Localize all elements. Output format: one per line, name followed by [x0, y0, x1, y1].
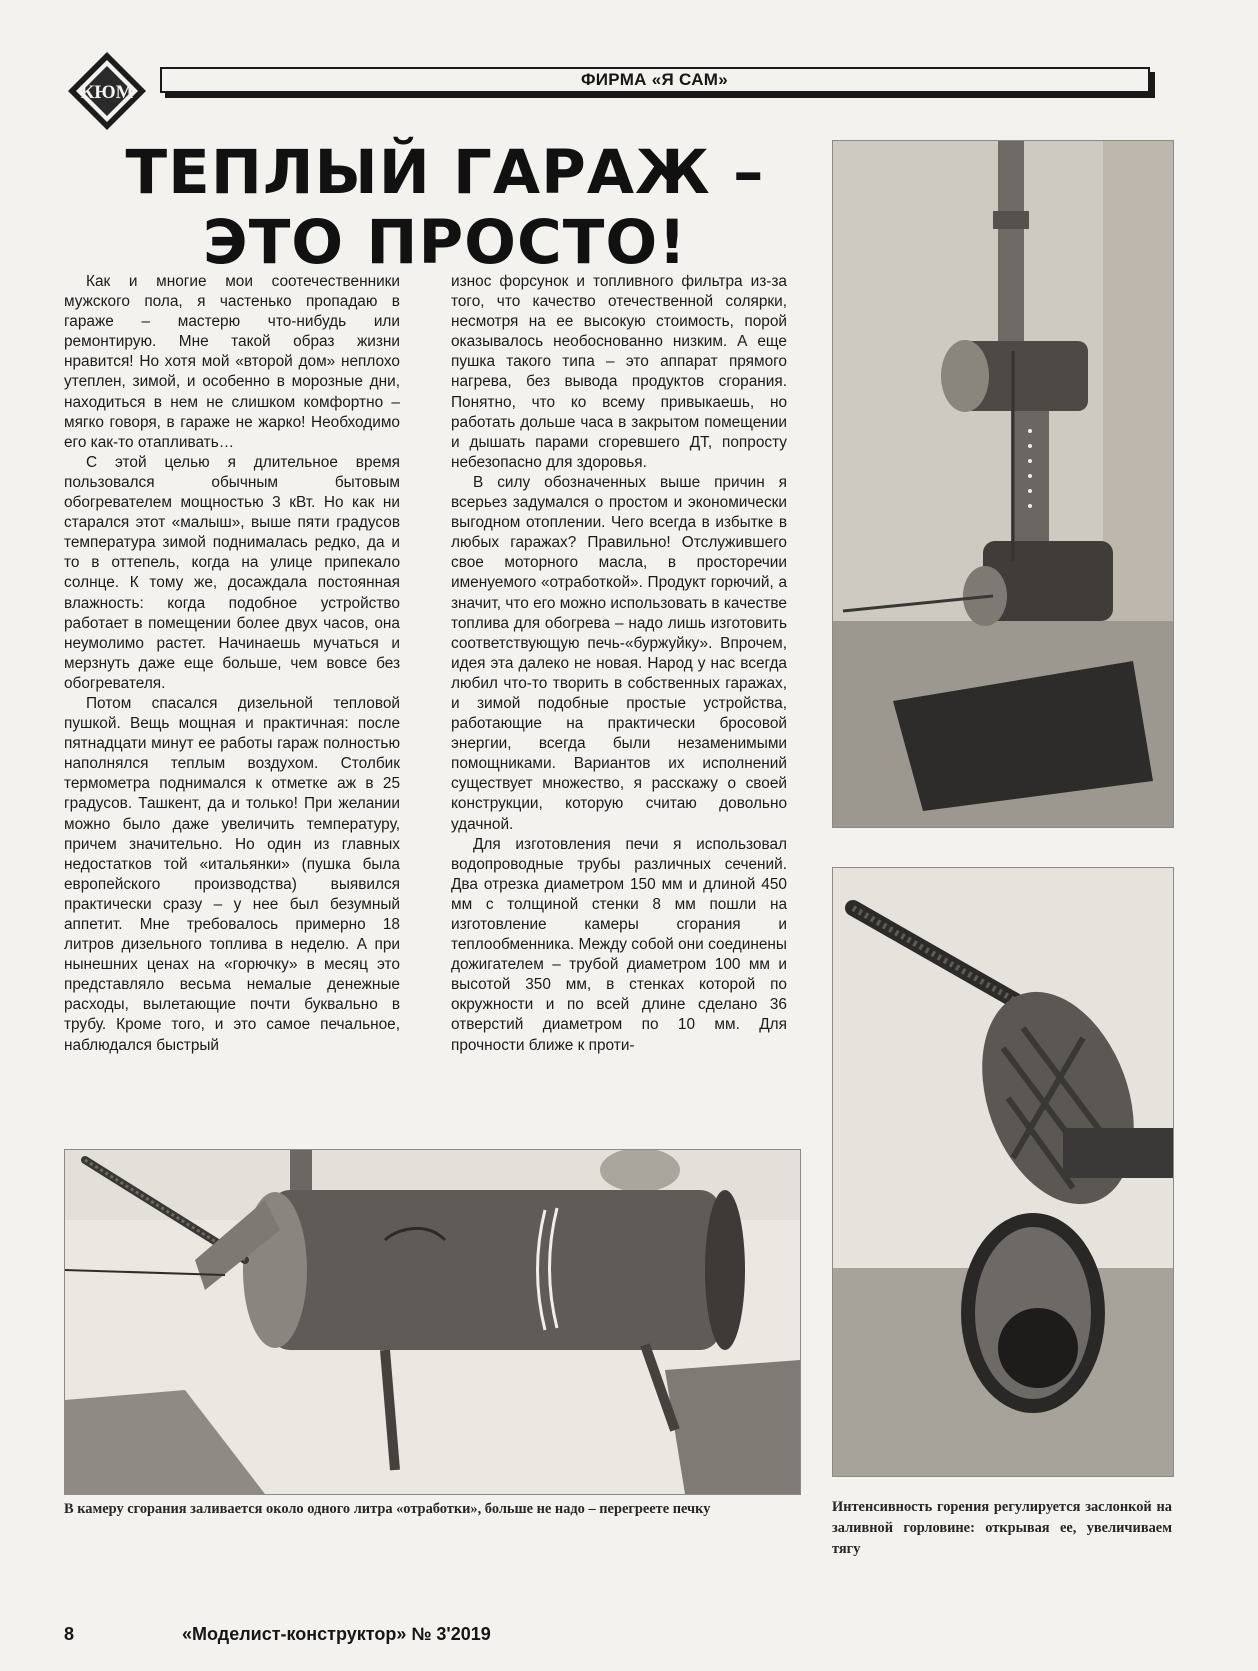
photo-stove-assembly [832, 140, 1174, 828]
magazine-logo [66, 50, 148, 132]
paragraph: В силу обозначенных выше причин я всерьез задумался о простом и экономически выгодном отоплении. Чего всегда в избытке в любых гаражах? Правильно! Отслужившего свое моторного масла, в просторечии именуемого «отработкой». Продукт горючий, а значит, что его можно использовать в качестве топлива для обогрева – надо лишь изготовить соответствующую печь-«буржуйку». Впрочем, идея эта далеко не новая. Народ у нас всегда любил что-то творить в собственных гаражах, и зимой подобные простые устройства, работающие на практически бросовой энергии, всегда были незаменимыми помощниками. Вариантов их исполнений существует множество, я расскажу о своей конструкции, которую считаю довольно удачной. [451, 473, 787, 833]
text-column-2 [451, 272, 787, 1056]
caption-right-photo: Интенсивность горения регулируется заслонкой на заливной горловине: открывая ее, увеличиваем тягу [832, 1499, 1172, 1557]
paragraph: Для изготовления печи я использовал водопроводные трубы различных сечений. Два отрезка диаметром 150 мм и длиной 450 мм с толщиной стенки 8 мм пошли на изготовление камеры сгорания и теплообменника. Между собой они соединены дожигателем – трубой диаметром 100 мм и высотой 350 мм, в стенках которой по окружности и по всей длине сделано 36 отверстий диаметром по 10 мм. Для прочности ближе к проти- [451, 835, 787, 1054]
title-line-2: ЭТО ПРОСТО! [202, 207, 688, 278]
text-column-1 [64, 272, 400, 1056]
magazine-issue: «Моделист-конструктор» № 3'2019 [182, 1624, 491, 1644]
paragraph: С этой целью я длительное время пользовался обычным бытовым обогревателем мощностью 3 кВт. Но как ни старался этот «малыш», выше пяти градусов температура зимой поднималась редко, да и то в оттепель, когда на улице припекало солнце. К тому же, досаждала постоянная влажность: когда подобное устройство работает в помещении более двух часов, она неумолимо растет. Начинаешь мучаться и мерзнуть даже еще больше, чем вовсе без обогревателя. [64, 453, 400, 692]
article-title [100, 138, 790, 278]
paragraph: Потом спасался дизельной тепловой пушкой. Вещь мощная и практичная: после пятнадцати минут ее работы гараж полностью наполнялся теплым воздухом. Столбик термометра поднимался к отметке аж в 25 градусов. Ташкент, да и только! При желании можно было даже увеличить температуру, причем значительно. Но один из главных недостатков той «итальянки» (пушка была европейского производства) выявился практически сразу – у нее был безумный аппетит. Мне требовалось примерно 18 литров дизельного топлива в неделю. А при нынешних ценах на «горючку» в месяц это представляло весьма немалые денежные расходы, вылетающие почти буквально в трубу. Кроме того, и это самое печальное, наблюдался быстрый [64, 694, 400, 1054]
title-line-1: ТЕПЛЫЙ ГАРАЖ – [125, 137, 765, 208]
photo-damper [832, 867, 1174, 1477]
photo-combustion-chamber [64, 1149, 801, 1495]
page-number: 8 [64, 1624, 75, 1644]
rubric-title: ФИРМА «Я САМ» [580, 70, 728, 89]
logo-text: КЮМ [80, 82, 134, 103]
caption-bottom-photo: В камеру сгорания заливается около одного литра «отработки», больше не надо – перегреете печку [64, 1501, 711, 1517]
paragraph: Как и многие мои соотечественники мужского пола, я частенько пропадаю в гараже – мастерю что-нибудь или ремонтирую. Мне такой образ жизни нравится! Но хотя мой «второй дом» неплохо утеплен, зимой, и особенно в морозные дни, находиться в нем не слишком комфортно – мягко говоря, в гараже не жарко! Необходимо его как-то отапливать… [64, 273, 400, 451]
paragraph: износ форсунок и топливного фильтра из-за того, что качество отечественной солярки, несмотря на ее высокую стоимость, порой оказывалось необоснованно низким. А еще пушка такого типа – это аппарат прямого нагрева, без вывода продуктов сгорания. Понятно, что ко всему привыкаешь, но работать дольше часа в закрытом помещении и дышать парами сгоревшего ДТ, попросту небезопасно для здоровья. [451, 273, 787, 471]
rubric-bar [160, 67, 1150, 93]
